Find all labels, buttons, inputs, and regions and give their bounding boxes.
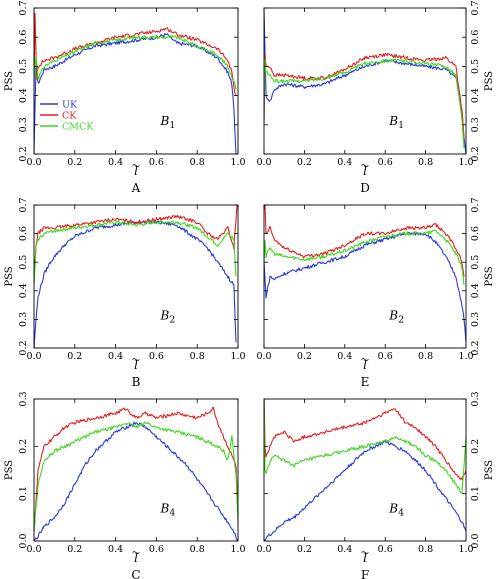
panel-letter: F	[360, 568, 370, 579]
x-tick-label: 0.6	[377, 544, 393, 555]
legend-label-cmck: CMCK	[62, 121, 94, 133]
y-tick-label: 0.6	[18, 226, 29, 242]
x-tick-label: 0.4	[108, 544, 124, 555]
y-tick-label: 0.7	[470, 197, 481, 213]
y-tick-label: 0.3	[18, 391, 29, 407]
series-line-ck	[34, 13, 236, 95]
plot-area	[34, 13, 236, 154]
y-tick-label: 0.3	[18, 311, 29, 327]
y-tick-label: 0.2	[18, 438, 29, 454]
series-line-uk	[264, 9, 466, 154]
x-tick-label: 0.6	[148, 351, 164, 362]
panel-annotation-subscript: 2	[398, 315, 404, 326]
y-tick-label: 0.1	[18, 486, 29, 502]
panel-b	[4, 197, 246, 389]
y-tick-label: 0.2	[470, 146, 481, 162]
plot-area	[264, 205, 466, 343]
y-tick-label: 0.3	[18, 117, 29, 133]
x-tick-label: 0.2	[67, 157, 83, 168]
panel-a	[4, 0, 246, 195]
x-tick-label: 1.0	[458, 157, 474, 168]
y-tick-label: 0.6	[470, 226, 481, 242]
y-tick-label: 0.5	[470, 254, 481, 270]
series-line-ck	[264, 53, 464, 139]
series-line-uk	[34, 422, 238, 541]
y-tick-label: 0.0	[18, 533, 29, 549]
y-tick-label: 0.4	[470, 88, 481, 104]
panel-annotation-subscript: 4	[398, 508, 404, 519]
x-tick-label: 0.2	[296, 351, 312, 362]
y-tick-label: 0.4	[18, 88, 29, 104]
plot-frame	[264, 399, 466, 541]
plot-frame	[34, 399, 238, 541]
y-tick-label: 0.5	[18, 58, 29, 74]
x-tick-label: 0.8	[418, 351, 434, 362]
y-tick-label: 0.0	[470, 533, 481, 549]
panel-annotation-subscript: 4	[169, 508, 176, 519]
panel-annotation: B	[389, 308, 399, 323]
y-axis-label: PSS	[4, 70, 15, 92]
panel-letter: B	[131, 375, 141, 389]
y-tick-label: 0.4	[18, 283, 29, 299]
y-tick-label: 0.2	[18, 340, 29, 356]
series-line-cmck	[34, 221, 236, 284]
x-tick-label: 1.0	[230, 351, 246, 362]
x-axis-label: l	[134, 164, 138, 178]
x-tick-label: 0.8	[189, 157, 205, 168]
x-tick-label: 0.0	[256, 157, 272, 168]
y-axis-label: PSS	[4, 266, 15, 287]
x-tick-label: 0.2	[67, 544, 83, 555]
y-tick-label: 0.4	[470, 283, 481, 299]
x-tick-label: 1.0	[458, 544, 474, 555]
x-tick-label: 0.8	[189, 351, 205, 362]
series-line-cmck	[264, 230, 464, 285]
x-tick-label: 0.0	[256, 351, 272, 362]
series-line-ck	[34, 205, 237, 276]
x-tick-label: 0.4	[337, 544, 353, 555]
x-tick-label: 0.0	[26, 544, 42, 555]
x-axis-label: l	[363, 551, 367, 565]
y-tick-label: 0.6	[470, 29, 481, 45]
plot-area	[264, 9, 466, 154]
y-tick-label: 0.7	[18, 197, 29, 213]
x-tick-label: 0.6	[377, 157, 393, 168]
plot-frame	[264, 8, 466, 154]
panel-letter: A	[131, 181, 141, 195]
x-tick-label: 0.4	[108, 157, 124, 168]
x-tick-label: 1.0	[230, 544, 246, 555]
x-tick-label: 0.4	[108, 351, 124, 362]
y-axis-label: PSS	[484, 266, 495, 287]
x-tick-label: 1.0	[230, 157, 246, 168]
x-axis-label: l	[363, 164, 367, 178]
y-tick-label: 0.3	[470, 391, 481, 407]
x-tick-label: 0.2	[296, 544, 312, 555]
panel-letter: E	[360, 375, 370, 389]
panel-f	[256, 390, 495, 579]
y-tick-label: 0.7	[18, 0, 29, 16]
plot-area	[34, 205, 237, 349]
x-tick-label: 0.0	[256, 544, 272, 555]
y-axis-label: PSS	[484, 70, 495, 92]
panel-annotation: B	[160, 113, 170, 128]
panel-annotation-subscript: 1	[169, 120, 176, 131]
panel-letter: D	[360, 181, 370, 195]
x-tick-label: 0.4	[337, 351, 353, 362]
plot-area	[34, 408, 238, 542]
x-tick-label: 0.8	[418, 544, 434, 555]
plot-area	[264, 390, 466, 542]
x-tick-label: 0.4	[337, 157, 353, 168]
panel-e	[256, 197, 495, 389]
series-line-cmck	[34, 422, 238, 532]
panel-annotation: B	[389, 113, 399, 128]
x-axis-label: l	[363, 358, 367, 372]
y-tick-label: 0.3	[470, 117, 481, 133]
series-line-uk	[264, 232, 466, 342]
x-tick-label: 0.2	[296, 157, 312, 168]
x-axis-label: l	[134, 551, 138, 565]
y-tick-label: 0.2	[470, 438, 481, 454]
x-tick-label: 0.8	[189, 544, 205, 555]
panel-letter: C	[131, 568, 141, 579]
y-tick-label: 0.7	[470, 0, 481, 16]
legend-label-ck: CK	[62, 110, 77, 122]
panel-annotation-subscript: 1	[398, 120, 404, 131]
legend-label-uk: UK	[62, 99, 78, 111]
y-tick-label: 0.3	[470, 311, 481, 327]
y-tick-label: 0.5	[470, 58, 481, 74]
x-tick-label: 0.0	[26, 157, 42, 168]
series-line-cmck	[264, 59, 464, 148]
y-tick-label: 0.1	[470, 486, 481, 502]
panel-annotation: B	[389, 501, 399, 516]
series-line-uk	[34, 221, 236, 349]
y-tick-label: 0.6	[18, 29, 29, 45]
panel-annotation: B	[160, 308, 170, 323]
panel-annotation: B	[160, 501, 170, 516]
x-tick-label: 0.6	[377, 351, 393, 362]
series-line-cmck	[34, 36, 236, 90]
panel-c	[4, 391, 246, 579]
x-tick-label: 0.0	[26, 351, 42, 362]
x-tick-label: 0.2	[67, 351, 83, 362]
y-tick-label: 0.2	[18, 146, 29, 162]
y-axis-label: PSS	[484, 459, 495, 481]
x-tick-label: 0.6	[148, 544, 164, 555]
x-tick-label: 1.0	[458, 351, 474, 362]
y-tick-label: 0.5	[18, 254, 29, 270]
series-line-ck	[264, 205, 464, 277]
x-tick-label: 0.8	[418, 157, 434, 168]
panel-d	[256, 0, 495, 195]
panel-annotation-subscript: 2	[169, 315, 176, 326]
x-tick-label: 0.6	[148, 157, 164, 168]
y-axis-label: PSS	[4, 459, 15, 481]
series-line-uk	[264, 440, 466, 543]
legend	[40, 100, 94, 133]
plot-frame	[264, 205, 466, 348]
x-axis-label: l	[134, 358, 138, 372]
y-tick-label: 0.2	[470, 340, 481, 356]
